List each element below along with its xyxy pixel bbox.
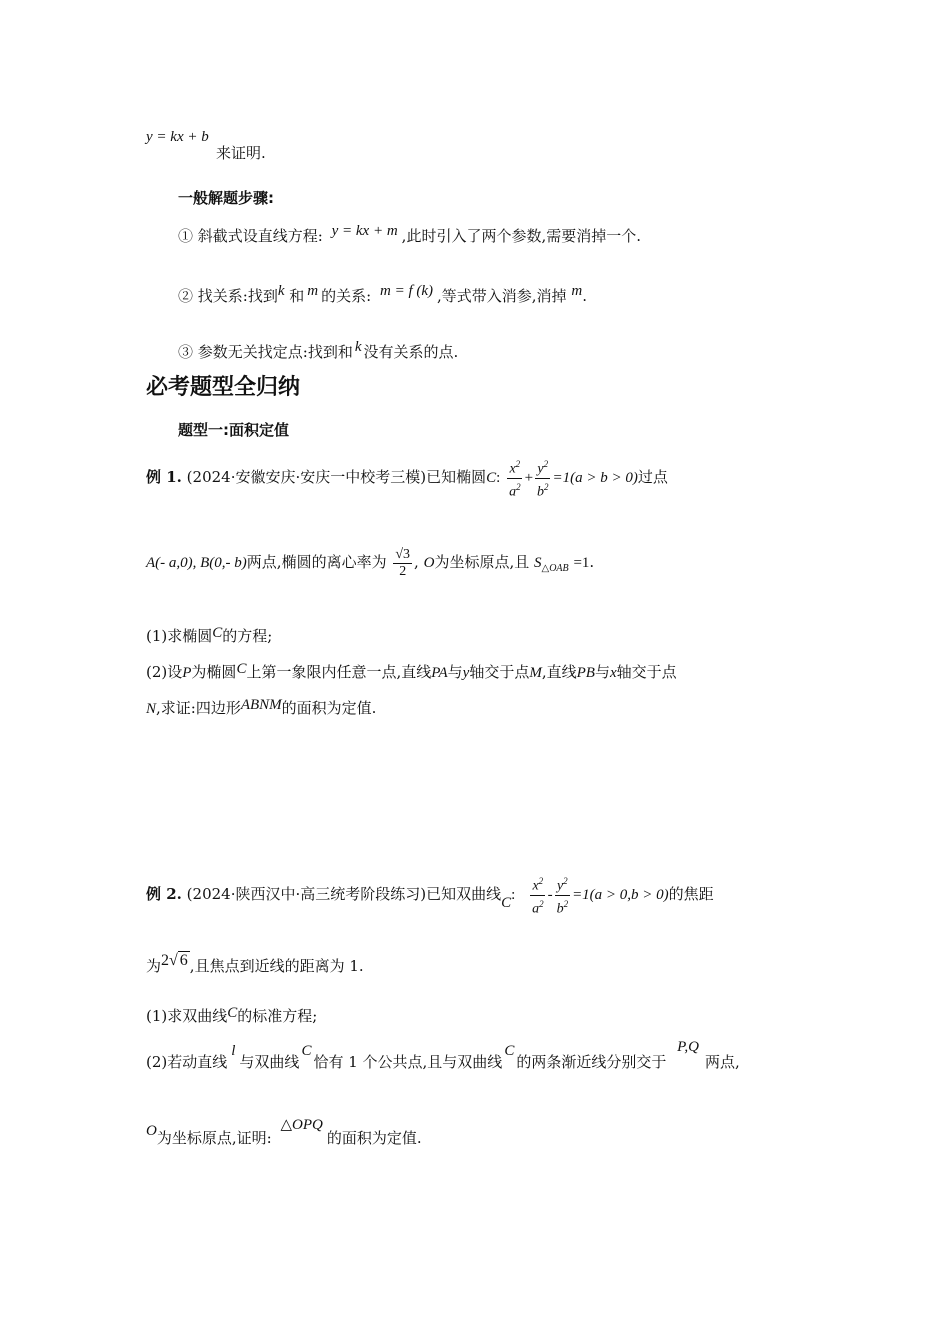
ex2-q3: O为坐标原点,证明: △OPQ的面积为定值. bbox=[146, 1117, 422, 1147]
ex1-label: 例 1. bbox=[146, 468, 182, 487]
ex1-q2: (2)设P为椭圆C上第一象限内任意一点,直线PA与y轴交于点M,直线PB与x轴交于点 bbox=[146, 661, 677, 681]
ex1-frac-x: $\frac{x^2}{a^2}$ bbox=[507, 456, 523, 500]
steps-heading: 一般解题步骤: bbox=[178, 189, 274, 207]
ex2-label: 例 2. bbox=[146, 885, 182, 903]
ex1-frac-y: $\frac{y^2}{b^2}$ bbox=[535, 456, 551, 500]
ex1-C: C bbox=[486, 470, 497, 487]
ex1-source: (2024·安徽安庆·安庆一中校考三模)已知椭圆 bbox=[186, 468, 487, 487]
ex2-eq-rhs: =1(a > 0,b > 0) bbox=[572, 887, 669, 903]
ex1-O: O bbox=[423, 555, 435, 571]
ex2-tail: 的焦距 bbox=[668, 885, 714, 903]
step1-prefix: ① 斜截式设直线方程: bbox=[178, 227, 323, 245]
step-3 bbox=[178, 339, 459, 363]
intro-equation: y = kx + b bbox=[146, 129, 209, 145]
step2-k: k bbox=[277, 283, 285, 299]
ex2-source: (2024·陕西汉中·高三统考阶段练习)已知双曲线 bbox=[186, 885, 502, 903]
ex2-line1: 例 2. (2024·陕西汉中·高三统考阶段练习)已知双曲线C: $\frac{x^2}{a^2}$ - $\frac{y^2}{b^2}$ =1(a > 0,b > 0)的焦距 bbox=[146, 872, 714, 917]
ex1-tail: 过点 bbox=[637, 468, 668, 487]
ex1-S: S bbox=[534, 555, 542, 571]
two-sqrt6: 2√ 6 bbox=[161, 952, 188, 969]
ex2-frac-x: $\frac{x^2}{a^2}$ bbox=[530, 873, 546, 917]
ex2-q1: (1)求双曲线C的标准方程; bbox=[146, 1005, 318, 1025]
step2-m: m bbox=[307, 283, 319, 299]
ex2-C: C bbox=[501, 895, 512, 911]
ex1-colon: : bbox=[496, 470, 501, 487]
ex2-q2: (2)若动直线l与双曲线C恰有 1 个公共点,且与双曲线C的两条渐近线分别交于 P,Q两点, bbox=[146, 1039, 740, 1071]
step2-end: . bbox=[582, 287, 587, 305]
ex1-line1: 例 1. (2024·安徽安庆·安庆一中校考三模)已知椭圆C: $\frac{x^2}{a^2}$ + $\frac{y^2}{b^2}$ =1(a > b > 0)过点 bbox=[146, 456, 668, 500]
ex1-S-sub: △OAB bbox=[541, 563, 569, 574]
step3-suffix: 没有关系的点. bbox=[363, 343, 459, 361]
section-title: 必考题型全归纳 bbox=[146, 375, 301, 400]
step1-suffix: ,此时引入了两个参数,需要消掉一个. bbox=[401, 227, 641, 245]
step2-equation: m = f (k) bbox=[379, 283, 434, 299]
step2-m2: m bbox=[571, 283, 583, 299]
intro-tail-text: 来证明. bbox=[216, 144, 266, 162]
ex1-S-rhs: =1 bbox=[573, 555, 590, 571]
ex1-points: A(- a,0), B(0,- b) bbox=[146, 555, 247, 571]
ex1-q1: (1)求椭圆C的方程; bbox=[146, 625, 273, 645]
ex1-eq-rhs: =1(a > b > 0) bbox=[552, 470, 638, 487]
ex2-frac-y: $\frac{y^2}{b^2}$ bbox=[555, 873, 571, 917]
step1-equation: y = kx + m bbox=[331, 223, 398, 239]
step3-k: k bbox=[354, 339, 362, 355]
type1-title: 题型一:面积定值 bbox=[178, 421, 289, 439]
step2-and: 和 bbox=[289, 287, 305, 305]
step2-prefix: ② 找关系:找到 bbox=[178, 287, 278, 305]
step-2 bbox=[178, 283, 587, 307]
ex1-eccentricity: $\frac{√3}{2}$ bbox=[395, 546, 411, 579]
ex2-line2: 为2√ 6 ,且焦点到近线的距离为 1. bbox=[146, 952, 364, 975]
ex1-line2-text2: 为坐标原点,且 bbox=[434, 553, 530, 571]
ex1-line2-text: 两点,椭圆的离心率为 bbox=[246, 553, 387, 571]
step2-mid: 的关系: bbox=[321, 287, 372, 305]
ex1-q2-cont: N,求证:四边形ABNM的面积为定值. bbox=[146, 697, 377, 717]
ex1-line2: A(- a,0), B(0,- b)两点,椭圆的离心率为 $\frac{√3}{2}$ , O为坐标原点,且 $S_{\triangle OAB} =1$. bbox=[146, 546, 595, 579]
step3-prefix: ③ 参数无关找定点:找到和 bbox=[178, 343, 353, 361]
step2-suffix: ,等式带入消参,消掉 bbox=[437, 287, 567, 305]
step-1 bbox=[178, 223, 641, 247]
